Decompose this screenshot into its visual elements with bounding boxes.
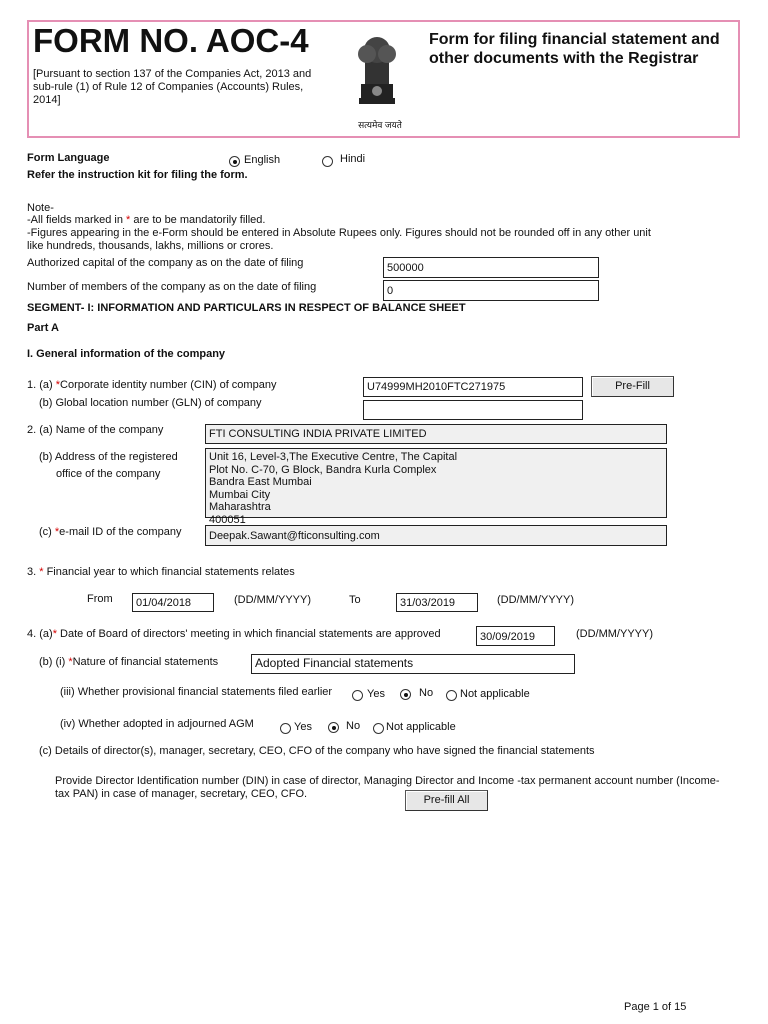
company-name-label: 2. (a) Name of the company	[27, 424, 164, 436]
provisional-na-label: Not applicable	[460, 688, 530, 700]
gln-field[interactable]	[363, 400, 583, 420]
form-language-label: Form Language	[27, 152, 110, 164]
adjourned-no-label: No	[346, 720, 361, 732]
from-date-format: (DD/MM/YYYY)	[234, 594, 311, 606]
nature-select[interactable]: Adopted Financial statements	[251, 654, 575, 674]
adjourned-yes-radio[interactable]	[280, 723, 291, 734]
instruction-text: Refer the instruction kit for filing the form.	[27, 169, 248, 181]
capital-field[interactable]: 500000	[383, 257, 599, 278]
adjourned-na-radio[interactable]	[373, 723, 384, 734]
signatories-label: (c) Details of director(s), manager, secretary, CEO, CFO of the company who have signed the financial statements	[39, 745, 595, 757]
provisional-no-label: No	[419, 687, 434, 699]
form-title: Form for filing financial statement and other documents with the Registrar	[429, 31, 720, 67]
from-label: From	[87, 593, 113, 605]
language-hindi-label: Hindi	[340, 153, 366, 165]
language-english-label: English	[244, 154, 281, 166]
provisional-label: (iii) Whether provisional financial statements filed earlier	[60, 686, 333, 698]
segment-heading: SEGMENT- I: INFORMATION AND PARTICULARS IN RESPECT OF BALANCE SHEET	[27, 302, 466, 314]
gln-label: (b) Global location number (GLN) of company	[39, 397, 262, 409]
members-label: Number of members of the company as on the date of filing	[27, 281, 317, 293]
provisional-yes-radio[interactable]	[352, 690, 363, 701]
to-date-format: (DD/MM/YYYY)	[497, 594, 574, 606]
language-english-radio[interactable]	[229, 156, 240, 167]
page-number: Page 1 of 15	[624, 1001, 687, 1013]
form-number: FORM NO. AOC-4	[33, 22, 309, 59]
language-hindi-radio[interactable]	[322, 156, 333, 167]
adjourned-agm-label: (iv) Whether adopted in adjourned AGM	[60, 718, 254, 730]
to-label: To	[349, 594, 361, 606]
adjourned-no-radio[interactable]	[328, 722, 339, 733]
to-date-field[interactable]: 31/03/2019	[396, 593, 478, 612]
emblem-motto: सत्यमेव जयते	[358, 120, 402, 130]
nature-label: (b) (i) *Nature of financial statements	[39, 656, 219, 668]
adjourned-yes-label: Yes	[294, 721, 312, 733]
provisional-no-radio[interactable]	[400, 689, 411, 700]
address-field[interactable]: Unit 16, Level-3,The Executive Centre, The Capital Plot No. C-70, G Block, Bandra Kurla Complex Bandra East Mumbai Mumbai City Maharashtra 400051	[205, 448, 667, 518]
prefill-all-button[interactable]: Pre-fill All	[405, 790, 488, 811]
company-name-field[interactable]: FTI CONSULTING INDIA PRIVATE LIMITED	[205, 424, 667, 444]
provisional-yes-label: Yes	[367, 688, 385, 700]
pursuant-text: [Pursuant to section 137 of the Companies Act, 2013 and sub-rule (1) of Rule 12 of Companies (Accounts) Rules, 2014]	[33, 68, 312, 106]
din-instruction: Provide Director Identification number (DIN) in case of director, Managing Director and Income -tax permanent account number (Income-tax PAN) in case of manager, secretary, CEO, CFO.	[55, 775, 720, 800]
cin-field[interactable]: U74999MH2010FTC271975	[363, 377, 583, 397]
address-label-1: (b) Address of the registered	[39, 451, 178, 463]
adjourned-na-label: Not applicable	[386, 721, 456, 733]
email-field[interactable]: Deepak.Sawant@fticonsulting.com	[205, 525, 667, 546]
capital-label: Authorized capital of the company as on the date of filing	[27, 257, 304, 269]
note-line2: -Figures appearing in the e-Form should be entered in Absolute Rupees only. Figures should not be rounded off in any other unit like hundreds, thousands, lakhs, millions or crores.	[27, 227, 651, 252]
cin-label: 1. (a) *Corporate identity number (CIN) of company	[27, 379, 277, 391]
board-meeting-label: 4. (a)* Date of Board of directors' meeting in which financial statements are approved	[27, 628, 441, 640]
prefill-button[interactable]: Pre-Fill	[591, 376, 674, 397]
note-line1: -All fields marked in * are to be mandatorily filled.	[27, 214, 266, 226]
email-label: (c) *e-mail ID of the company	[39, 526, 182, 538]
financial-year-label: 3. * Financial year to which financial statements relates	[27, 566, 295, 578]
from-date-field[interactable]: 01/04/2018	[132, 593, 214, 612]
part-heading: Part A	[27, 322, 59, 334]
note-title: Note-	[27, 202, 54, 214]
form-header	[27, 20, 740, 138]
provisional-na-radio[interactable]	[446, 690, 457, 701]
section-heading: I. General information of the company	[27, 348, 226, 360]
members-field[interactable]: 0	[383, 280, 599, 301]
board-meeting-date-field[interactable]: 30/09/2019	[476, 626, 555, 646]
board-meeting-date-format: (DD/MM/YYYY)	[576, 628, 653, 640]
address-label-2: office of the company	[56, 468, 161, 480]
